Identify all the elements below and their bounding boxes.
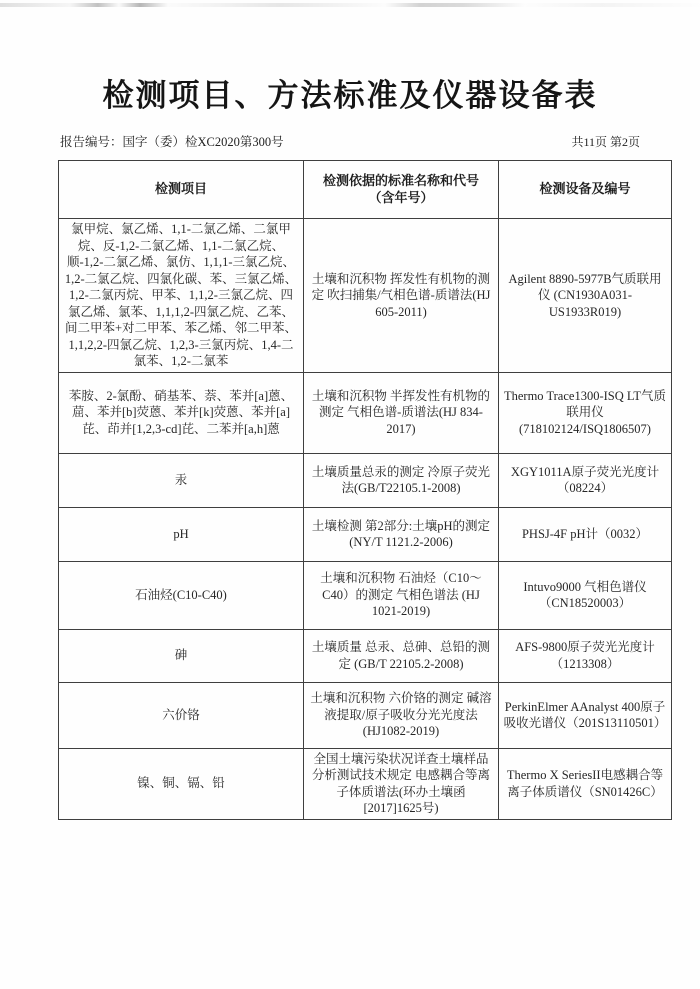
table-row: [59, 682, 672, 748]
header-standard-line1: 检测依据的标准名称和代号: [322, 173, 479, 188]
cell-method-standard: 土壤和沉积物 半挥发性有机物的测定 气相色谱-质谱法(HJ 834-2017): [304, 372, 499, 453]
header-equipment: 检测设备及编号: [499, 161, 672, 219]
page-indicator: 共11页 第2页: [571, 135, 640, 149]
cell-method-standard: 土壤和沉积物 挥发性有机物的测定 吹扫捕集/气相色谱-质谱法(HJ 605-2011): [304, 219, 499, 373]
cell-equipment: XGY1011A原子荧光光度计（08224）: [499, 453, 672, 507]
cell-equipment: Intuvo9000 气相色谱仪（CN18520003）: [499, 561, 672, 629]
header-standard-name: [304, 161, 499, 219]
cell-test-item: 砷: [59, 629, 304, 682]
cell-method-standard: 土壤和沉积物 六价铬的测定 碱溶液提取/原子吸收分光光度法(HJ1082-2019): [304, 682, 499, 748]
cell-equipment: AFS-9800原子荧光光度计（1213308）: [499, 629, 672, 682]
cell-equipment: PerkinElmer AAnalyst 400原子吸收光谱仪（201S13110501）: [499, 682, 672, 748]
table-row: [59, 629, 672, 682]
cell-equipment: Agilent 8890-5977B气质联用仪 (CN1930A031-US1933R019): [499, 219, 672, 373]
report-number: 报告编号：国字（委）检XC2020第300号: [60, 135, 284, 149]
cell-method-standard: 土壤质量总汞的测定 冷原子荧光法(GB/T22105.1-2008): [304, 453, 499, 507]
cell-test-item: 六价铬: [59, 682, 304, 748]
table-row: [59, 219, 672, 373]
cell-equipment: Thermo X SeriesII电感耦合等离子体质谱仪（SN01426C）: [499, 748, 672, 819]
cell-test-item: 苯胺、2-氯酚、硝基苯、萘、苯并[a]蒽、䓛、苯并[b]荧蒽、苯并[k]荧蒽、苯并[a]芘、茚并[1,2,3-cd]芘、二苯并[a,h]蒽: [59, 372, 304, 453]
scan-artifact: [0, 3, 700, 7]
cell-method-standard: 土壤检测 第2部分:土壤pH的测定 (NY/T 1121.2-2006): [304, 507, 499, 561]
table-row: [59, 561, 672, 629]
cell-equipment: PHSJ-4F pH计（0032）: [499, 507, 672, 561]
header-test-item: 检测项目: [59, 161, 304, 219]
page-title: 检测项目、方法标准及仪器设备表: [102, 78, 598, 113]
report-meta: [60, 132, 640, 150]
cell-method-standard: 全国土壤污染状况详查土壤样品分析测试技术规定 电感耦合等离子体质谱法(环办土壤函[2017]1625号): [304, 748, 499, 819]
cell-test-item: 氯甲烷、氯乙烯、1,1-二氯乙烯、二氯甲烷、反-1,2-二氯乙烯、1,1-二氯乙烷、顺-1,2-二氯乙烯、氯仿、1,1,1-三氯乙烷、1,2-二氯乙烷、四氯化碳、苯、三氯乙烯、1,2-二氯丙烷、甲苯、1,1,2-三氯乙烷、四氯乙烯、氯苯、1,1,1,2-四氯乙烷、乙苯、间二甲苯+对二甲苯、苯乙烯、邻二甲苯、1,1,2,2-四氯乙烷、1,2,3-三氯丙烷、1,4-二氯苯、1,2-二氯苯: [59, 219, 304, 373]
test-items-table: [58, 160, 672, 820]
cell-test-item: 石油烃(C10-C40): [59, 561, 304, 629]
cell-test-item: 汞: [59, 453, 304, 507]
cell-test-item: 镍、铜、镉、铅: [59, 748, 304, 819]
cell-equipment: Thermo Trace1300-ISQ LT气质联用仪(718102124/ISQ1806507): [499, 372, 672, 453]
cell-method-standard: 土壤质量 总汞、总砷、总铅的测定 (GB/T 22105.2-2008): [304, 629, 499, 682]
table-row: [59, 748, 672, 819]
cell-test-item: pH: [59, 507, 304, 561]
table-row: [59, 507, 672, 561]
table-header-row: [59, 161, 672, 219]
table-row: [59, 372, 672, 453]
cell-method-standard: 土壤和沉积物 石油烃（C10～C40）的测定 气相色谱法 (HJ 1021-2019): [304, 561, 499, 629]
table-row: [59, 453, 672, 507]
header-standard-line2: （含年号）: [368, 189, 434, 205]
